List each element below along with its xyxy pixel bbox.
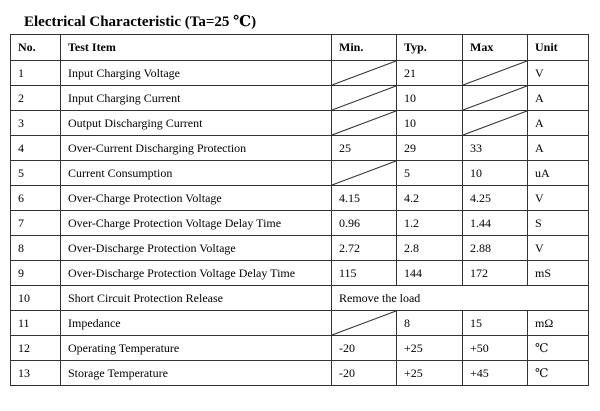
unit-cell: S	[528, 211, 589, 236]
max-cell: 2.88	[463, 236, 528, 261]
min-not-applicable-cell	[332, 111, 397, 136]
table-row	[11, 361, 589, 386]
min-cell: 2.72	[332, 236, 397, 261]
max-cell: 4.25	[463, 186, 528, 211]
unit-cell: ℃	[528, 361, 589, 386]
typ-cell: +25	[397, 336, 463, 361]
typ-cell: 144	[397, 261, 463, 286]
table-row	[11, 111, 589, 136]
table-row	[11, 86, 589, 111]
test-item-cell: Impedance	[61, 311, 332, 336]
unit-cell: mΩ	[528, 311, 589, 336]
table-row	[11, 211, 589, 236]
test-item-cell: Output Discharging Current	[61, 111, 332, 136]
row-number: 2	[11, 86, 61, 111]
typ-cell: 29	[397, 136, 463, 161]
test-item-cell: Short Circuit Protection Release	[61, 286, 332, 311]
min-not-applicable-cell	[332, 86, 397, 111]
typ-cell: 1.2	[397, 211, 463, 236]
header-max: Max	[463, 35, 528, 61]
max-cell: 10	[463, 161, 528, 186]
min-not-applicable-cell	[332, 61, 397, 86]
test-item-cell: Over-Discharge Protection Voltage	[61, 236, 332, 261]
unit-cell: V	[528, 236, 589, 261]
test-item-cell: Current Consumption	[61, 161, 332, 186]
min-cell: 4.15	[332, 186, 397, 211]
typ-cell: 4.2	[397, 186, 463, 211]
table-row	[11, 261, 589, 286]
unit-cell: A	[528, 111, 589, 136]
header-unit: Unit	[528, 35, 589, 61]
unit-cell: V	[528, 61, 589, 86]
max-cell: +50	[463, 336, 528, 361]
unit-cell: A	[528, 86, 589, 111]
min-cell: -20	[332, 361, 397, 386]
table-row	[11, 311, 589, 336]
min-cell: -20	[332, 336, 397, 361]
row-number: 12	[11, 336, 61, 361]
table-row	[11, 136, 589, 161]
test-item-cell: Input Charging Current	[61, 86, 332, 111]
row-number: 9	[11, 261, 61, 286]
row-number: 8	[11, 236, 61, 261]
max-cell: 15	[463, 311, 528, 336]
unit-cell: mS	[528, 261, 589, 286]
test-item-cell: Input Charging Voltage	[61, 61, 332, 86]
max-cell: 33	[463, 136, 528, 161]
test-item-cell: Storage Temperature	[61, 361, 332, 386]
unit-cell: ℃	[528, 336, 589, 361]
typ-cell: 8	[397, 311, 463, 336]
row-number: 11	[11, 311, 61, 336]
min-not-applicable-cell	[332, 311, 397, 336]
header-no: No.	[11, 35, 61, 61]
test-item-cell: Over-Charge Protection Voltage	[61, 186, 332, 211]
unit-cell: uA	[528, 161, 589, 186]
typ-cell: +25	[397, 361, 463, 386]
table-body	[11, 61, 589, 386]
min-cell: 25	[332, 136, 397, 161]
unit-cell: A	[528, 136, 589, 161]
test-item-cell: Over-Discharge Protection Voltage Delay Time	[61, 261, 332, 286]
min-cell: 0.96	[332, 211, 397, 236]
typ-cell: 21	[397, 61, 463, 86]
table-row	[11, 61, 589, 86]
page-title: Electrical Characteristic (Ta=25 ℃)	[24, 14, 257, 30]
max-cell: +45	[463, 361, 528, 386]
min-not-applicable-cell	[332, 161, 397, 186]
electrical-characteristic-table	[10, 34, 589, 386]
table-row	[11, 286, 589, 311]
test-item-cell: Over-Charge Protection Voltage Delay Time	[61, 211, 332, 236]
min-cell: 115	[332, 261, 397, 286]
row-number: 6	[11, 186, 61, 211]
unit-cell: V	[528, 186, 589, 211]
table-row	[11, 161, 589, 186]
table-row	[11, 186, 589, 211]
header-typ: Typ.	[397, 35, 463, 61]
typ-cell: 10	[397, 86, 463, 111]
max-not-applicable-cell	[463, 61, 528, 86]
header-min: Min.	[332, 35, 397, 61]
test-item-cell: Operating Temperature	[61, 336, 332, 361]
row-number: 4	[11, 136, 61, 161]
header-test-item: Test Item	[61, 35, 332, 61]
max-cell: 1.44	[463, 211, 528, 236]
table-row	[11, 336, 589, 361]
row-number: 13	[11, 361, 61, 386]
max-not-applicable-cell	[463, 111, 528, 136]
typ-cell: 5	[397, 161, 463, 186]
merged-value-cell: Remove the load	[332, 286, 589, 311]
row-number: 3	[11, 111, 61, 136]
row-number: 10	[11, 286, 61, 311]
table-header-row	[11, 35, 589, 61]
row-number: 5	[11, 161, 61, 186]
test-item-cell: Over-Current Discharging Protection	[61, 136, 332, 161]
max-not-applicable-cell	[463, 86, 528, 111]
table-row	[11, 236, 589, 261]
row-number: 7	[11, 211, 61, 236]
typ-cell: 2.8	[397, 236, 463, 261]
max-cell: 172	[463, 261, 528, 286]
row-number: 1	[11, 61, 61, 86]
typ-cell: 10	[397, 111, 463, 136]
